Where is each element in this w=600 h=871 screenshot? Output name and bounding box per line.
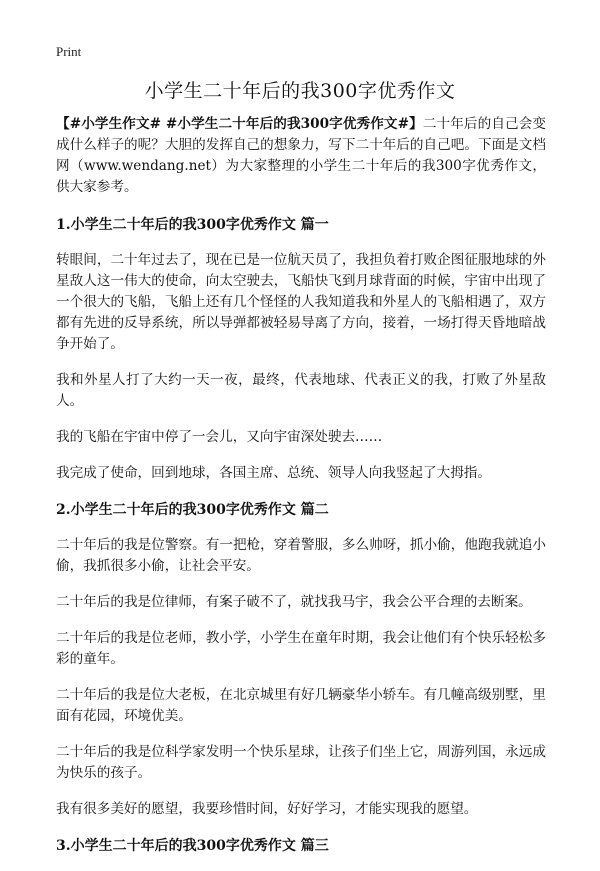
- paragraph: 我的飞船在宇宙中停了一会儿，又向宇宙深处驶去……: [56, 429, 383, 445]
- section-heading-3: 3.小学生二十年后的我300字优秀作文 篇三: [56, 838, 329, 854]
- intro-text: 二十年后的自己会变成什么样子的呢？大胆的发挥自己的想象力，写下二十年后的自己吧。下面是文档网（www.wendang.net）为大家整理的小学生二十年后的我300字优秀作文，供大家参考。: [56, 116, 546, 195]
- intro-tag: 【#小学生作文# #小学生二十年后的我300字优秀作文#】: [56, 116, 423, 132]
- paragraph: 二十年后的我是位律师，有案子破不了，就找我马宇，我会公平合理的去断案。: [56, 594, 532, 610]
- paragraph: 二十年后的我是位科学家发明一个快乐星球，让孩子们坐上它，周游列国，永远成为快乐的孩子。: [56, 744, 546, 781]
- document-body: [56, 114, 546, 871]
- print-label[interactable]: Print: [56, 44, 82, 59]
- section-heading-2: 2.小学生二十年后的我300字优秀作文 篇二: [56, 502, 329, 518]
- paragraph: 转眼间，二十年过去了，现在已是一位航天员了，我担负着打败企图征服地球的外星敌人这一伟大的使命，向太空驶去，飞船快飞到月球背面的时候，宇宙中出现了一个很大的飞船，飞船上还有几个怪怪的人我知道我和外星人的飞船相遇了，双方都有先进的反导系统，所以导弹都被轻易导离了方向，接着，一场打得天昏地暗战争开始了。: [56, 252, 546, 352]
- paragraph: 我完成了使命，回到地球，各国主席、总统、领导人向我竖起了大拇指。: [56, 465, 491, 481]
- paragraph: 我和外星人打了大约一天一夜，最终，代表地球、代表正义的我，打败了外星敌人。: [56, 372, 546, 409]
- paragraph: 二十年后的我是位大老板，在北京城里有好几辆豪华小轿车。有几幢高级别墅，里面有花园，环境优美。: [56, 687, 546, 724]
- paragraph: 二十年后的我是位老师，教小学，小学生在童年时期，我会让他们有个快乐轻松多彩的童年。: [56, 630, 546, 667]
- paragraph: 我有很多美好的愿望，我要珍惜时间，好好学习，才能实现我的愿望。: [56, 801, 478, 817]
- document-title: 小学生二十年后的我300字优秀作文: [144, 80, 456, 102]
- section-heading-1: 1.小学生二十年后的我300字优秀作文 篇一: [56, 217, 329, 233]
- intro-paragraph: [56, 114, 546, 198]
- paragraph: 二十年后的我是位警察。有一把枪，穿着警服，多么帅呀，抓小偷，他跑我就追小偷，我抓很多小偷，让社会平安。: [56, 537, 546, 574]
